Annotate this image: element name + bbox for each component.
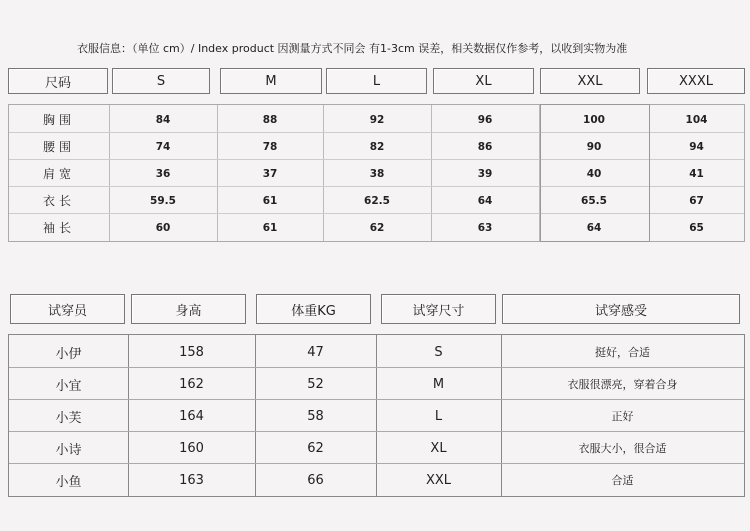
model-name: 小诗 — [55, 442, 82, 458]
size-value: 59.5 — [150, 194, 176, 207]
size-value: 92 — [369, 113, 385, 126]
model-height: 158 — [179, 344, 204, 360]
size-row-sleeve — [9, 214, 744, 241]
size-value: 39 — [477, 167, 493, 180]
size-value: 84 — [155, 113, 171, 126]
size-value: 74 — [155, 140, 171, 153]
size-header-xl: XL — [433, 68, 534, 94]
model-name: 小鱼 — [55, 474, 82, 490]
size-row-chest — [9, 106, 744, 133]
size-value: 86 — [477, 140, 493, 153]
size-value: 63 — [477, 221, 493, 234]
model-header-feel: 试穿感受 — [502, 294, 740, 324]
model-height: 163 — [179, 472, 204, 488]
model-name: 小芙 — [55, 410, 82, 426]
size-header-m: M — [220, 68, 322, 94]
size-row-waist — [9, 133, 744, 160]
size-value: 88 — [262, 113, 278, 126]
size-value: 64 — [586, 221, 602, 234]
model-weight: 52 — [307, 376, 324, 392]
model-header-size: 试穿尺寸 — [381, 294, 496, 324]
size-value: 60 — [155, 221, 171, 234]
size-header-label: 尺码 — [8, 68, 108, 94]
model-size: M — [432, 376, 445, 392]
model-size: L — [434, 408, 443, 424]
model-size: XL — [430, 440, 447, 456]
size-value: 36 — [155, 167, 171, 180]
model-feel: 正好 — [611, 410, 634, 423]
size-row-shoulder — [9, 160, 744, 187]
row-label: 衣长 — [42, 194, 75, 208]
model-feel: 衣服大小，很合适 — [578, 442, 667, 455]
model-weight: 47 — [307, 344, 324, 360]
model-size: XXL — [425, 472, 452, 488]
model-table — [8, 334, 745, 497]
size-info-note: 衣服信息：（单位 cm）/ Index product 因测量方式不同会 有1-3cm 误差，相关数据仅作参考，以收到实物为准 — [77, 42, 628, 55]
size-value: 96 — [477, 113, 493, 126]
model-header-height: 身高 — [131, 294, 246, 324]
size-value: 64 — [477, 194, 493, 207]
size-value: 67 — [689, 194, 704, 207]
model-name: 小伊 — [55, 346, 82, 362]
size-table — [8, 104, 745, 242]
size-value: 104 — [685, 113, 708, 126]
model-row — [9, 336, 744, 368]
size-value: 61 — [262, 221, 278, 234]
size-header-s: S — [112, 68, 210, 94]
size-value: 94 — [689, 140, 704, 153]
size-value: 62.5 — [364, 194, 390, 207]
model-height: 164 — [179, 408, 204, 424]
row-label: 胸围 — [42, 113, 75, 127]
size-value: 37 — [262, 167, 278, 180]
size-value: 100 — [583, 113, 605, 126]
model-feel: 衣服很漂亮，穿着合身 — [567, 378, 678, 391]
model-feel: 合适 — [611, 474, 634, 487]
model-row — [9, 432, 744, 464]
model-size: S — [434, 344, 443, 360]
size-header-xxxl: XXXL — [647, 68, 745, 94]
row-label: 肩宽 — [42, 167, 75, 181]
model-row — [9, 464, 744, 496]
model-header-weight: 体重KG — [256, 294, 371, 324]
model-name: 小宜 — [55, 378, 82, 394]
size-value: 82 — [369, 140, 385, 153]
model-weight: 58 — [307, 408, 324, 424]
model-height: 162 — [179, 376, 204, 392]
size-value: 40 — [586, 167, 602, 180]
size-row-length — [9, 187, 744, 214]
row-label: 袖长 — [42, 221, 75, 235]
model-height: 160 — [179, 440, 204, 456]
model-weight: 62 — [307, 440, 324, 456]
size-value: 65 — [689, 221, 704, 234]
model-row — [9, 400, 744, 432]
size-value: 61 — [262, 194, 278, 207]
size-header-l: L — [326, 68, 427, 94]
size-value: 65.5 — [581, 194, 607, 207]
model-row — [9, 368, 744, 400]
size-header-xxl: XXL — [540, 68, 640, 94]
row-label: 腰围 — [42, 140, 75, 154]
size-value: 78 — [262, 140, 278, 153]
model-feel: 挺好，合适 — [595, 346, 650, 359]
size-value: 38 — [369, 167, 385, 180]
size-value: 62 — [369, 221, 385, 234]
model-weight: 66 — [307, 472, 324, 488]
size-value: 90 — [586, 140, 602, 153]
size-value: 41 — [689, 167, 704, 180]
model-header-name: 试穿员 — [10, 294, 125, 324]
